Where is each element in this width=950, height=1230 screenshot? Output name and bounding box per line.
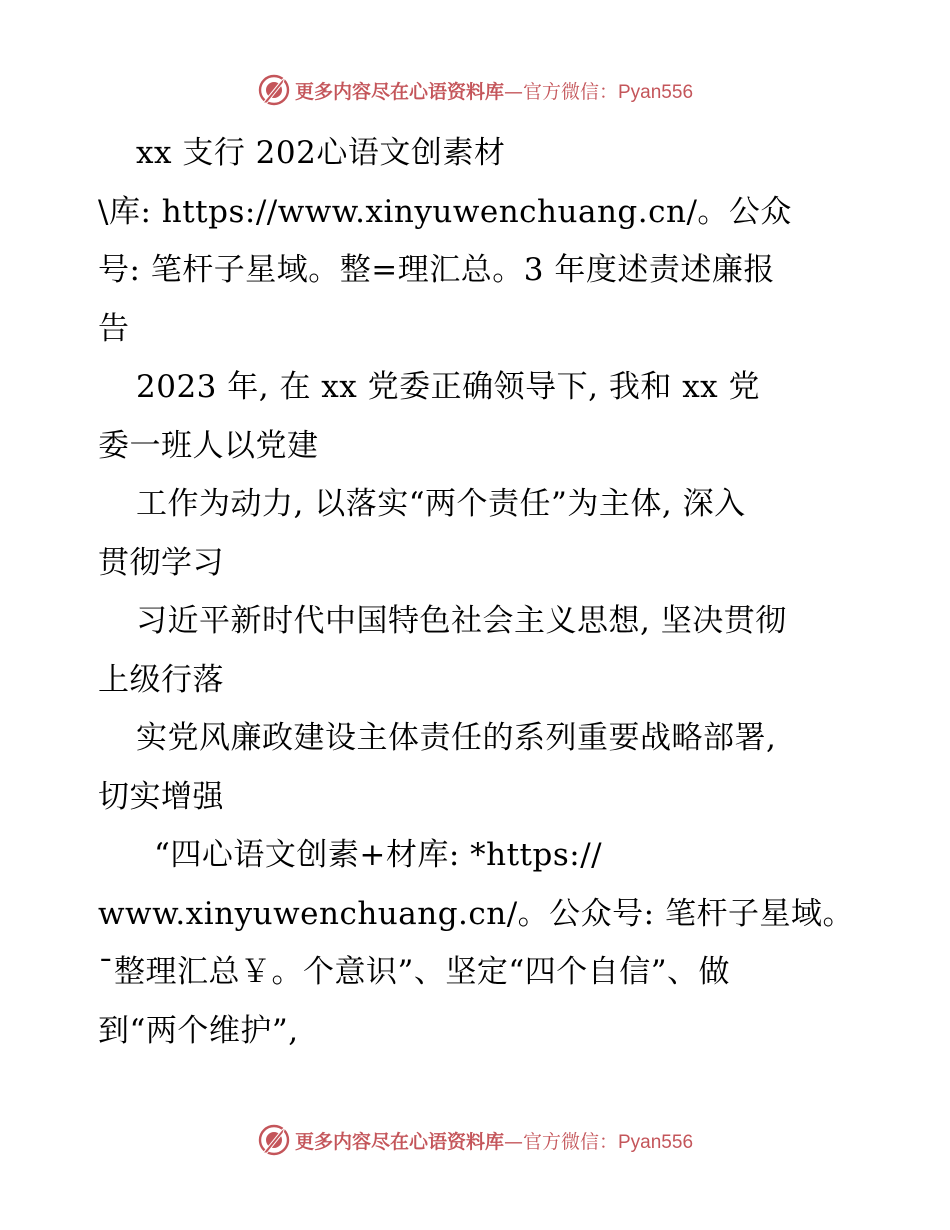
quill-pen-logo-icon — [257, 73, 291, 107]
watermark-handle: Pyan556 — [618, 1131, 694, 1153]
text-line: 切实增强 — [98, 778, 224, 815]
watermark-text — [295, 1127, 693, 1154]
watermark-wechat-label: 官方微信： — [522, 80, 618, 103]
text-line: 贯彻学习 — [98, 544, 224, 581]
text-line: 2023 年, 在 xx 党委正确领导下, 我和 xx 党 — [136, 369, 761, 405]
text-line: ¯整理汇总￥。个意识”、坚定“四个自信”、做 — [98, 954, 731, 990]
quill-pen-logo-icon — [257, 1123, 291, 1157]
text-line: “四心语文创素+材库: *https:// — [154, 837, 603, 873]
text-line: xx 支行 202心语文创素材 — [136, 135, 506, 171]
text-line: 到“两个维护”, — [98, 1012, 299, 1049]
watermark-main-text: 更多内容尽在心语资料库 — [294, 1130, 504, 1153]
text-line: 工作为动力, 以落实“两个责任”为主体, 深入 — [136, 486, 746, 522]
watermark-main-text: 更多内容尽在心语资料库 — [294, 80, 504, 103]
watermark-wechat-label: 官方微信： — [522, 1130, 618, 1153]
text-line: 实党风廉政建设主体责任的系列重要战略部署, — [136, 720, 777, 756]
watermark-separator: — — [503, 1130, 523, 1153]
text-line: 告 — [98, 310, 130, 347]
text-line: 习近平新时代中国特色社会主义思想, 坚决贯彻 — [136, 603, 787, 639]
footer-watermark — [0, 1120, 950, 1160]
watermark-text — [295, 77, 693, 104]
text-line: \库: https://www.xinyuwenchuang.cn/。公众 — [98, 193, 792, 230]
header-watermark — [0, 70, 950, 110]
text-line: 号: 笔杆子星域。整=理汇总。3 年度述责述廉报 — [98, 252, 775, 288]
watermark-handle: Pyan556 — [618, 81, 694, 103]
document-body — [98, 124, 858, 1060]
text-line: 委一班人以党建 — [98, 427, 319, 464]
watermark-separator: — — [503, 80, 523, 103]
text-line: www.xinyuwenchuang.cn/。公众号: 笔杆子星域。 — [98, 895, 854, 932]
text-line: 上级行落 — [98, 661, 224, 698]
